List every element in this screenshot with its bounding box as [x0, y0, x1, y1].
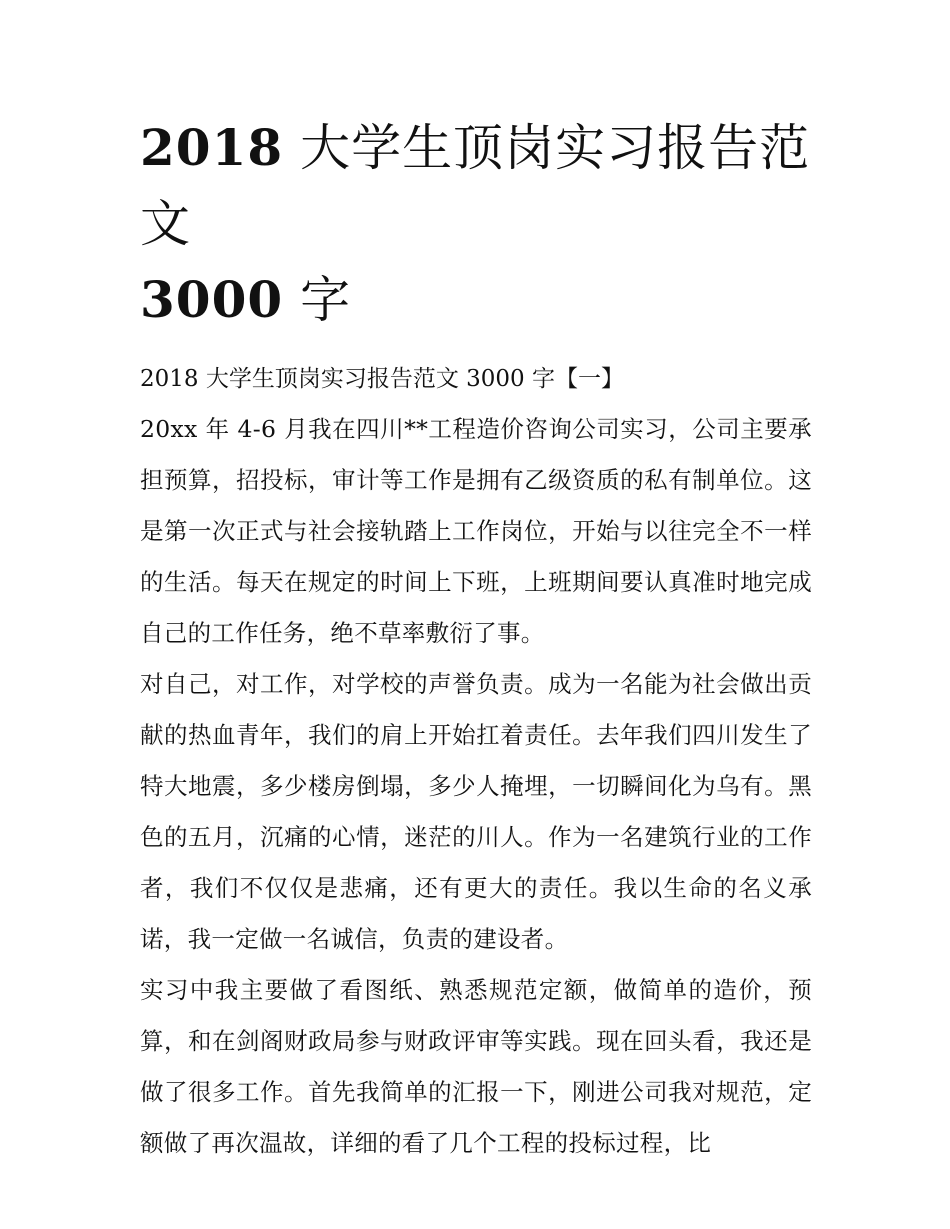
paragraph-1: 20xx 年 4-6 月我在四川**工程造价咨询公司实习，公司主要承担预算，招投标，审计等工作是拥有乙级资质的私有制单位。这是第一次正式与社会接轨踏上工作岗位，开始与以往完全不一样的生活。每天在规定的时间上下班，上班期间要认真准时地完成自己的工作任务，绝不草率敷衍了事。: [140, 415, 812, 647]
document-title: [140, 110, 812, 338]
document-page: [140, 110, 812, 1169]
title-count: 3000: [140, 270, 284, 329]
document-body: [140, 404, 812, 1169]
title-text-line-1: 大学生顶岗实习报告范文: [140, 119, 811, 253]
title-year: 2018: [140, 118, 284, 177]
paragraph-3: 实习中我主要做了看图纸、熟悉规范定额，做简单的造价，预算，和在剑阁财政局参与财政评审等实践。现在回头看，我还是做了很多工作。首先我简单的汇报一下，刚进公司我对规范，定额做了再次温故，详细的看了几个工程的投标过程，比: [140, 976, 812, 1157]
paragraph-2: 对自己，对工作，对学校的声誉负责。成为一名能为社会做出贡献的热血青年，我们的肩上开始扛着责任。去年我们四川发生了特大地震，多少楼房倒塌，多少人掩埋，一切瞬间化为乌有。黑色的五月，沉痛的心情，迷茫的川人。作为一名建筑行业的工作者，我们不仅仅是悲痛，还有更大的责任。我以生命的名义承诺，我一定做一名诚信，负责的建设者。: [140, 670, 812, 953]
title-text-line-2: 字: [283, 271, 352, 329]
section-heading: 2018 大学生顶岗实习报告范文 3000 字【一】: [140, 366, 624, 392]
